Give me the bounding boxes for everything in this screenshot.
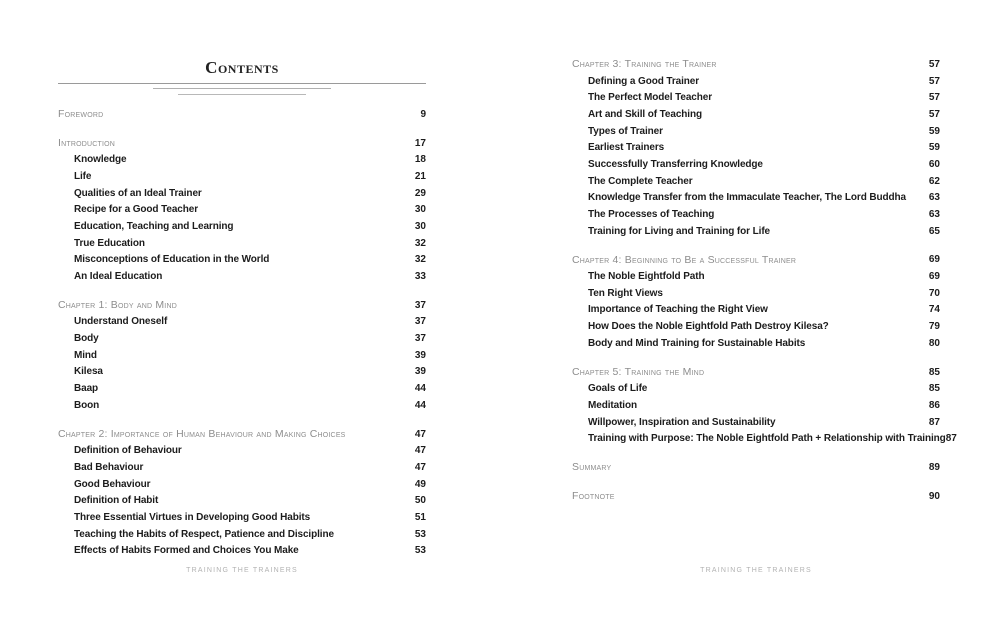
toc-heading-label: Foreword	[58, 108, 104, 121]
toc-entry[interactable]	[58, 151, 426, 168]
toc-entry[interactable]	[58, 543, 426, 560]
toc-page-number: 57	[928, 58, 940, 70]
toc-entry[interactable]	[58, 380, 426, 397]
toc-entry-label: Bad Behaviour	[74, 461, 144, 473]
toc-entry-label: Knowledge Transfer from the Immaculate Teacher, The Lord Buddha	[588, 192, 907, 204]
toc-entry-label: Earliest Trainers	[588, 142, 665, 154]
toc-page-number: 60	[928, 158, 940, 170]
toc-entry-label: Training for Living and Training for Life	[588, 225, 771, 237]
toc-heading-label: Introduction	[58, 137, 116, 150]
toc-heading-label: Chapter 5: Training the Mind	[572, 366, 705, 379]
toc-entry[interactable]	[572, 397, 940, 414]
toc-entry-label: True Education	[74, 237, 145, 249]
toc-entry-label: Goals of Life	[588, 383, 648, 395]
toc-page-number: 53	[414, 545, 426, 557]
toc-entry[interactable]	[572, 123, 940, 140]
toc-entry-label: Three Essential Virtues in Developing Good Habits	[74, 511, 311, 523]
toc-page-number: 57	[928, 75, 940, 87]
toc-page-number: 59	[928, 125, 940, 137]
toc-page-number: 30	[414, 204, 426, 216]
toc-entry[interactable]	[572, 139, 940, 156]
toc-page-number: 57	[928, 108, 940, 120]
toc-page-number: 44	[414, 399, 426, 411]
toc-entry-label: Successfully Transferring Knowledge	[588, 158, 763, 170]
toc-entry-label: An Ideal Education	[74, 271, 163, 283]
toc-section	[572, 459, 940, 476]
toc-entry-label: Qualities of an Ideal Trainer	[74, 187, 202, 199]
toc-page-number: 49	[414, 478, 426, 490]
toc-entry[interactable]	[58, 492, 426, 509]
toc-page-number: 59	[928, 142, 940, 154]
toc-entry-label: Body and Mind Training for Sustainable Habits	[588, 337, 806, 349]
toc-page-number: 30	[414, 220, 426, 232]
toc-entry[interactable]	[58, 397, 426, 414]
toc-page-number: 18	[414, 154, 426, 166]
toc-heading-label: Chapter 3: Training the Trainer	[572, 58, 717, 71]
toc-entry-label: Recipe for a Good Teacher	[74, 204, 199, 216]
toc-entry[interactable]	[58, 442, 426, 459]
toc-page-number: 37	[414, 316, 426, 328]
toc-entry-label: How Does the Noble Eightfold Path Destroy Kilesa?	[588, 321, 829, 333]
toc-heading[interactable]	[572, 56, 940, 73]
toc-entry-label: The Processes of Teaching	[588, 209, 715, 221]
toc-page-number: 87	[945, 433, 957, 445]
page-footer: TRAINING THE TRAINERS	[186, 567, 298, 574]
toc-page-number: 17	[414, 137, 426, 149]
toc-page-number: 51	[414, 511, 426, 523]
toc-entry[interactable]	[58, 168, 426, 185]
toc-entry[interactable]	[572, 73, 940, 90]
toc-page-number: 21	[414, 170, 426, 182]
contents-title: Contents	[205, 58, 279, 77]
toc-entry-label: Knowledge	[74, 154, 127, 166]
toc-section	[572, 252, 940, 352]
toc-entry[interactable]	[572, 156, 940, 173]
toc-page-number: 85	[928, 366, 940, 378]
toc-entry[interactable]	[572, 206, 940, 223]
toc-entry[interactable]	[572, 380, 940, 397]
toc-entry-label: Types of Trainer	[588, 125, 663, 137]
page-footer: TRAINING THE TRAINERS	[700, 567, 812, 574]
toc-page-number: 79	[928, 321, 940, 333]
toc-heading-label: Chapter 1: Body and Mind	[58, 299, 177, 312]
title-rule	[178, 94, 306, 95]
toc-entry[interactable]	[58, 235, 426, 252]
toc-page-number: 57	[928, 92, 940, 104]
toc-heading[interactable]	[572, 252, 940, 269]
toc-entry-label: Good Behaviour	[74, 478, 151, 490]
toc-section	[58, 426, 426, 560]
toc-page-number: 85	[928, 383, 940, 395]
toc-heading-label: Chapter 4: Beginning to Be a Successful Trainer	[572, 253, 797, 266]
toc-section	[572, 488, 940, 505]
toc-entry-label: Understand Oneself	[74, 316, 168, 328]
toc-section	[58, 106, 426, 123]
toc-page-number: 70	[928, 287, 940, 299]
toc-page-number: 86	[928, 399, 940, 411]
toc-entry[interactable]	[572, 173, 940, 190]
toc-entry[interactable]	[58, 476, 426, 493]
toc-page-number: 90	[928, 490, 940, 502]
toc-entry[interactable]	[572, 190, 940, 207]
toc-entry-label: Boon	[74, 399, 100, 411]
toc-entry[interactable]	[572, 335, 940, 352]
toc-entry[interactable]	[58, 459, 426, 476]
toc-page-number: 63	[928, 192, 940, 204]
toc-page-number: 37	[414, 299, 426, 311]
toc-entry-label: Importance of Teaching the Right View	[588, 304, 768, 316]
toc-entry[interactable]	[58, 314, 426, 331]
toc-heading-label: Summary	[572, 461, 612, 474]
toc-entry-label: Art and Skill of Teaching	[588, 108, 702, 120]
toc-list-right	[572, 56, 957, 517]
toc-page-number: 65	[928, 225, 940, 237]
toc-page-number: 47	[414, 445, 426, 457]
toc-entry[interactable]	[58, 268, 426, 285]
toc-page-number: 44	[414, 383, 426, 395]
toc-entry-label: The Complete Teacher	[588, 175, 693, 187]
toc-page-number: 32	[414, 254, 426, 266]
toc-page-number: 33	[414, 271, 426, 283]
toc-list-left	[58, 106, 426, 571]
toc-entry-label: Mind	[74, 349, 97, 361]
toc-heading[interactable]	[58, 297, 426, 314]
toc-section	[58, 135, 426, 285]
toc-entry-label: Willpower, Inspiration and Sustainability	[588, 416, 776, 428]
toc-heading[interactable]	[58, 426, 426, 443]
toc-entry-label: Definition of Habit	[74, 495, 159, 507]
toc-entry[interactable]	[58, 526, 426, 543]
toc-entry[interactable]	[58, 185, 426, 202]
toc-page-number: 80	[928, 337, 940, 349]
toc-entry-label: Teaching the Habits of Respect, Patience and Discipline	[74, 528, 334, 540]
toc-entry[interactable]	[572, 430, 957, 447]
right-page	[572, 0, 957, 618]
toc-page-number: 9	[420, 108, 426, 120]
toc-entry-label: Education, Teaching and Learning	[74, 220, 234, 232]
toc-entry-label: Definition of Behaviour	[74, 445, 182, 457]
toc-heading[interactable]	[58, 135, 426, 152]
toc-section	[572, 364, 957, 447]
toc-page-number: 37	[414, 333, 426, 345]
toc-entry[interactable]	[58, 330, 426, 347]
toc-entry[interactable]	[572, 268, 940, 285]
toc-entry[interactable]	[58, 218, 426, 235]
toc-page-number: 69	[928, 254, 940, 266]
toc-page-number: 89	[928, 461, 940, 473]
toc-page-number: 47	[414, 461, 426, 473]
toc-entry-label: Kilesa	[74, 366, 103, 378]
toc-entry-label: Baap	[74, 383, 99, 395]
toc-entry-label: Body	[74, 333, 99, 345]
toc-entry-label: Effects of Habits Formed and Choices You Make	[74, 545, 299, 557]
toc-page-number: 29	[414, 187, 426, 199]
toc-page-number: 62	[928, 175, 940, 187]
toc-entry[interactable]	[58, 347, 426, 364]
toc-page-number: 53	[414, 528, 426, 540]
toc-page-number: 63	[928, 209, 940, 221]
toc-heading[interactable]	[572, 488, 940, 505]
toc-heading-label: Footnote	[572, 490, 615, 503]
toc-entry[interactable]	[58, 201, 426, 218]
toc-page-number: 39	[414, 366, 426, 378]
toc-page-number: 47	[414, 428, 426, 440]
toc-entry-label: Misconceptions of Education in the World	[74, 254, 270, 266]
toc-page-number: 50	[414, 495, 426, 507]
toc-entry-label: Defining a Good Trainer	[588, 75, 700, 87]
toc-page-number: 74	[928, 304, 940, 316]
toc-entry[interactable]	[572, 318, 940, 335]
toc-entry-label: Life	[74, 170, 92, 182]
toc-entry[interactable]	[572, 106, 940, 123]
title-rule	[153, 88, 331, 89]
toc-page-number: 87	[928, 416, 940, 428]
toc-entry[interactable]	[58, 509, 426, 526]
toc-entry-label: Training with Purpose: The Noble Eightfold Path + Relationship with Training	[588, 433, 946, 445]
toc-entry-label: Ten Right Views	[588, 287, 663, 299]
toc-heading[interactable]	[572, 364, 940, 381]
toc-entry-label: The Noble Eightfold Path	[588, 271, 705, 283]
toc-entry[interactable]	[572, 223, 940, 240]
toc-entry[interactable]	[58, 364, 426, 381]
toc-entry[interactable]	[572, 302, 940, 319]
toc-entry[interactable]	[572, 414, 940, 431]
toc-entry[interactable]	[572, 89, 940, 106]
toc-section	[572, 56, 940, 240]
toc-page-number: 39	[414, 349, 426, 361]
toc-heading-label: Chapter 2: Importance of Human Behaviour and Making Choices	[58, 428, 346, 441]
toc-section	[58, 297, 426, 414]
toc-entry[interactable]	[572, 285, 940, 302]
title-rule	[58, 83, 426, 84]
toc-heading[interactable]	[58, 106, 426, 123]
toc-entry[interactable]	[58, 252, 426, 269]
toc-entry-label: The Perfect Model Teacher	[588, 92, 713, 104]
left-page	[58, 0, 426, 618]
toc-page-number: 69	[928, 271, 940, 283]
toc-heading[interactable]	[572, 459, 940, 476]
toc-entry-label: Meditation	[588, 399, 637, 411]
toc-page-number: 32	[414, 237, 426, 249]
